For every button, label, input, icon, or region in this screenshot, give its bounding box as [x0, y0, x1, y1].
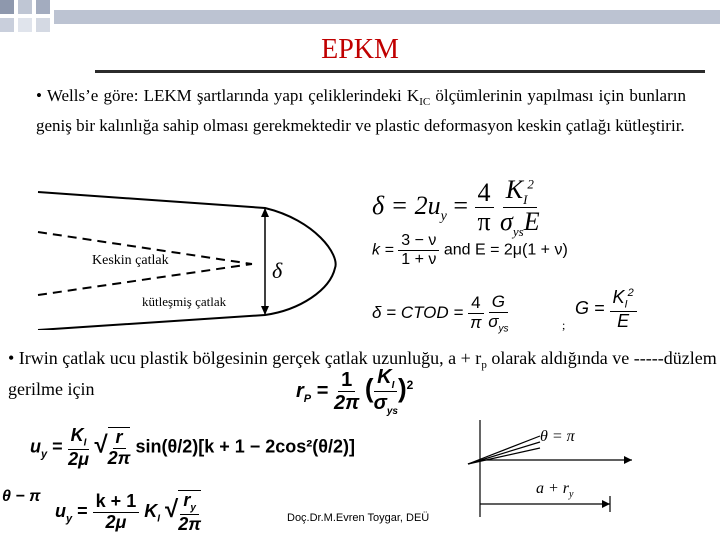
- eq-fraction: $\frac{G}{\sigma_{ys}}$: [488, 292, 509, 335]
- eq-fraction: $\frac{r}{2\pi}$: [107, 426, 131, 468]
- eq-equals: =: [453, 190, 469, 220]
- uy-equation: $u_y$ = $\frac{K_I}{2\mu}$ √ $\frac{r}{2\pi}$ sin(θ/2)[k + 1 − 2cos²(θ/2)]: [30, 425, 356, 469]
- uy2-equation: $u_y$ = $\frac{k + 1}{2\mu}$ $K_I$ √ $\frac{r_y}{2\pi}$: [55, 490, 202, 534]
- deco-square: [0, 0, 14, 14]
- eq-den: π: [470, 313, 482, 333]
- eq-num: 3 − ν: [398, 232, 439, 251]
- bullet-text: ölçümlerinin yapılması için bunların geniş bir kalınlığa sahip olması gerekmektedir ve plastic deformasyon keskin çatlağı kütleştirir.: [36, 86, 686, 135]
- label-sharp-crack: Keskin çatlak: [92, 253, 169, 268]
- bullet-text: • Wells’e göre: LEKM şartlarında yapı çeliklerindeki K: [36, 86, 420, 105]
- eq-text: δ = 2u: [372, 190, 441, 220]
- eq-sub: y: [66, 512, 73, 525]
- radius-line: [468, 442, 540, 464]
- x-axis-arrow-icon: [624, 456, 632, 464]
- eq-den: 1 + ν: [401, 250, 437, 268]
- deco-square: [0, 18, 14, 32]
- footer-author: Doç.Dr.M.Evren Toygar, DEÜ: [287, 512, 430, 524]
- eq-fraction: $\frac{K_I^2}{\sigma_{ys}E}$: [500, 175, 540, 240]
- rp-equation: $r_P$ = $\frac{1}{2\pi}$ ( $\frac{K_I}{\sigma_{ys}}$ )$^2$: [296, 366, 414, 417]
- eq-text: r: [296, 379, 304, 402]
- delta-equation: [372, 176, 540, 240]
- g-equation: [575, 287, 637, 331]
- bullet-text: • Irwin çatlak ucu plastik bölgesinin gerçek çatlak uzunluğu, a + r: [8, 348, 482, 368]
- eq-text: u: [30, 436, 41, 457]
- top-band: [54, 10, 720, 24]
- eq-fraction: $\frac{K_I^2}{E}$: [610, 287, 637, 331]
- arrow-right-icon: [602, 500, 610, 508]
- eq-num: 4: [475, 179, 494, 209]
- eq-sub: y: [41, 448, 48, 461]
- deco-square: [36, 18, 50, 32]
- eq-den: E: [617, 310, 630, 331]
- deco-square: [36, 0, 50, 14]
- bullet-text: olarak aldığında ve -----düzlem gerilme için: [8, 348, 717, 399]
- title-underline: [95, 70, 705, 73]
- bullet-wells: [36, 84, 686, 137]
- eq-equals: =: [77, 500, 88, 521]
- slide-title: EPKM: [321, 34, 399, 65]
- eq-sub: y: [440, 208, 447, 224]
- eq-text: u: [55, 500, 66, 521]
- eq-text: sin(θ/2)[k + 1 − 2cos²(θ/2)]: [135, 436, 356, 457]
- eq-fraction: [93, 492, 140, 533]
- eq-num: 4: [468, 294, 483, 314]
- eq-text: k =: [372, 241, 394, 259]
- eq-fraction: $\frac{K_I}{2\mu}$: [68, 425, 89, 469]
- eq-equals: =: [316, 379, 329, 402]
- eq-fraction: [475, 179, 494, 237]
- eq-sub: P: [303, 392, 312, 405]
- eq-den: π: [477, 207, 491, 237]
- bullet-subscript: p: [481, 359, 487, 371]
- ctod-equation: [372, 293, 509, 334]
- label-blunt-crack: kütleşmiş çatlak: [142, 294, 227, 309]
- theta-pi-label: θ − π: [2, 488, 41, 505]
- eq-text: δ = CTOD =: [372, 303, 464, 323]
- eq-num: G: [489, 293, 508, 313]
- eq-fraction: $\frac{K_I}{\sigma_{ys}}$: [373, 366, 398, 417]
- bullet-subscript: IC: [419, 96, 431, 108]
- eq-text: and E = 2μ(1 + ν): [443, 241, 568, 259]
- eq-den: 2μ: [105, 511, 127, 532]
- eq-fraction: [334, 369, 359, 414]
- theta-equals-pi: θ = π: [540, 428, 575, 445]
- eq-fraction: $\frac{r_y}{2\pi}$: [178, 490, 202, 534]
- eq-fraction: [468, 294, 483, 332]
- semicolon: ;: [562, 318, 566, 332]
- k-definition: [372, 232, 568, 268]
- eq-fraction: [398, 232, 439, 268]
- eq-num: k + 1: [93, 492, 140, 513]
- a-plus-r-label: $a + r_y$: [536, 480, 574, 500]
- eq-num: 1: [338, 369, 355, 392]
- deco-square: [18, 0, 32, 14]
- deco-square: [18, 18, 32, 32]
- delta-symbol: δ: [272, 258, 283, 283]
- eq-den: 2π: [333, 392, 360, 414]
- eq-text: G =: [575, 297, 605, 318]
